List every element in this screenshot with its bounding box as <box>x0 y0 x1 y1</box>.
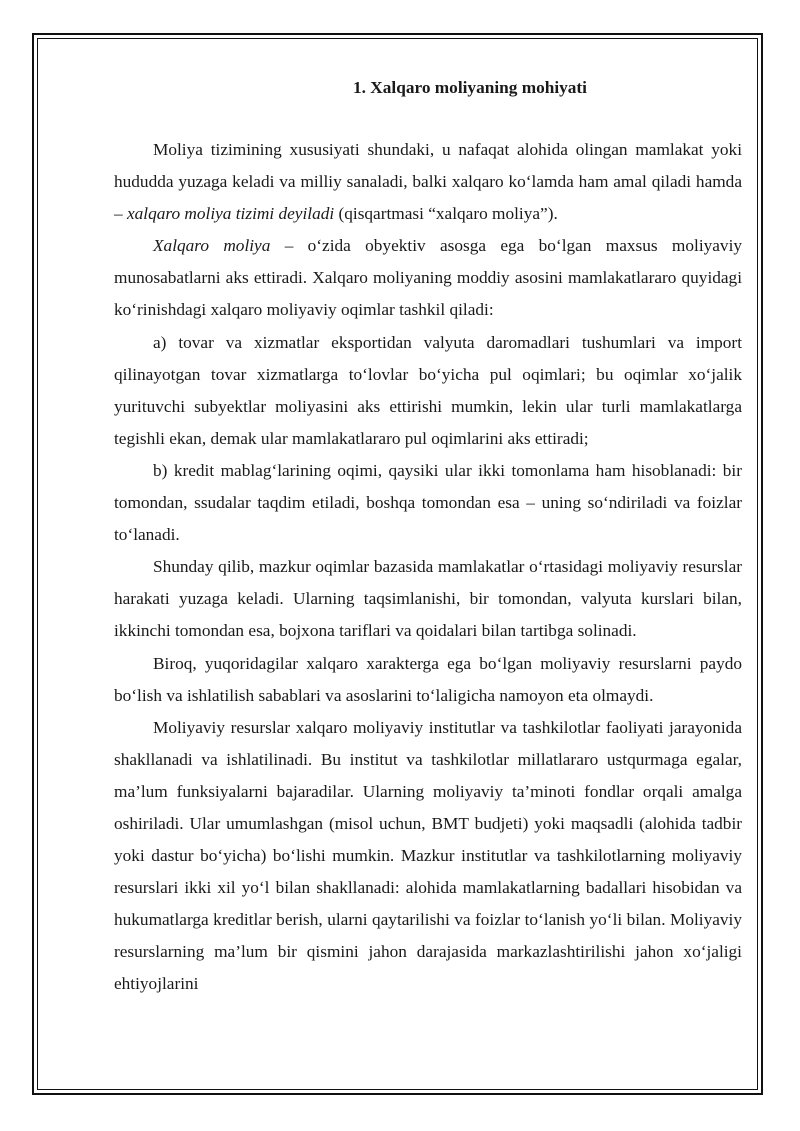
section-title: 1. Xalqaro moliyaning mohiyati <box>353 78 587 97</box>
paragraph-6: Biroq, yuqoridagilar xalqaro xarakterga ega bo‘lgan moliyaviy resurslarni paydo bo‘lish va ishlatilish sabablari va asoslarini to‘laligicha namoyon eta olmaydi. <box>114 653 742 705</box>
paragraph-2-italic-term: Xalqaro moliya <box>153 236 271 256</box>
paragraph-5: Shunday qilib, mazkur oqimlar bazasida mamlakatlar o‘rtasidagi moliyaviy resurslar harakati yuzaga keladi. Ularning taqsimlanishi, bir tomondan, valyuta kurslari bilan, ikkinchi tomondan esa, bojxona tariflari va qoidalari bilan tartibga solinadi. <box>114 557 742 641</box>
paragraph-1-italic-term: xalqaro moliya tizimi deyiladi <box>126 204 335 224</box>
paragraph-2-text: – o‘zida obyektiv asosga ega bo‘lgan maxsus moliyaviy munosabatlarni aks ettiradi. Xalqaro moliyaning moddiy asosini mamlakatlararo quyidagi ko‘rinishdagi xalqaro moliyaviy oqimlar tashkil qiladi: <box>114 236 743 320</box>
paragraph-1-text-end: (qisqartmasi “xalqaro moliya”). <box>334 204 558 224</box>
paragraph-4: b) kredit mablag‘larining oqimi, qaysiki ular ikki tomonlama ham hisoblanadi: bir tomondan, ssudalar taqdim etiladi, boshqa tomondan esa – uning so‘ndiriladi va foizlar to‘lanadi. <box>114 460 742 545</box>
paragraph-1 <box>114 134 742 230</box>
document-body <box>114 72 742 1001</box>
paragraph-7: Moliyaviy resurslar xalqaro moliyaviy institutlar va tashkilotlar faoliyati jarayonida shakllanadi va ishlatilinadi. Bu institut va tashkilotlar millatlararo ustqurmaga egalar, ma’lum funksiyalarni bajaradilar. Ularning moliyaviy ta’minoti fondlar orqali amalga oshiriladi. Ular umumlashgan (misol uchun, BMT budjeti) yoki maqsadli (alohida tadbir yoki dastur bo‘yicha) bo‘lishi mumkin. Mazkur institutlar va tashkilotlarning moliyaviy resurslari ikki xil yo‘l bilan shakllanadi: alohida mamlakatlarning badallari hisobidan va hukumatlarga kreditlar berish, ularni qaytarilishi va foizlar to‘lanish yo‘li bilan. Moliyaviy resurslarning ma’lum bir qismini jahon darajasida markazlashtirilishi jahon xo‘jaligi ehtiyojlarini <box>114 717 742 994</box>
paragraph-2 <box>114 230 742 326</box>
paragraph-1-text-start: Moliya tizimining xususiyati shundaki, u nafaqat alohida olingan mamlakat yoki hududda yuzaga keladi va milliy sanaladi, balki xalqaro ko‘lamda ham amal qiladi hamda – <box>114 140 742 224</box>
paragraph-3: a) tovar va xizmatlar eksportidan valyuta daromadlari tushumlari va import qilinayotgan tovar xizmatlarga to‘lovlar bo‘yicha pul oqimlari; bu oqimlar xo‘jalik yurituvchi subyektlar moliyasini aks ettirishi mumkin, lekin ular turli mamlakatlarga tegishli ekan, demak ular mamlakatlararo pul oqimlarini aks ettiradi; <box>114 332 742 448</box>
